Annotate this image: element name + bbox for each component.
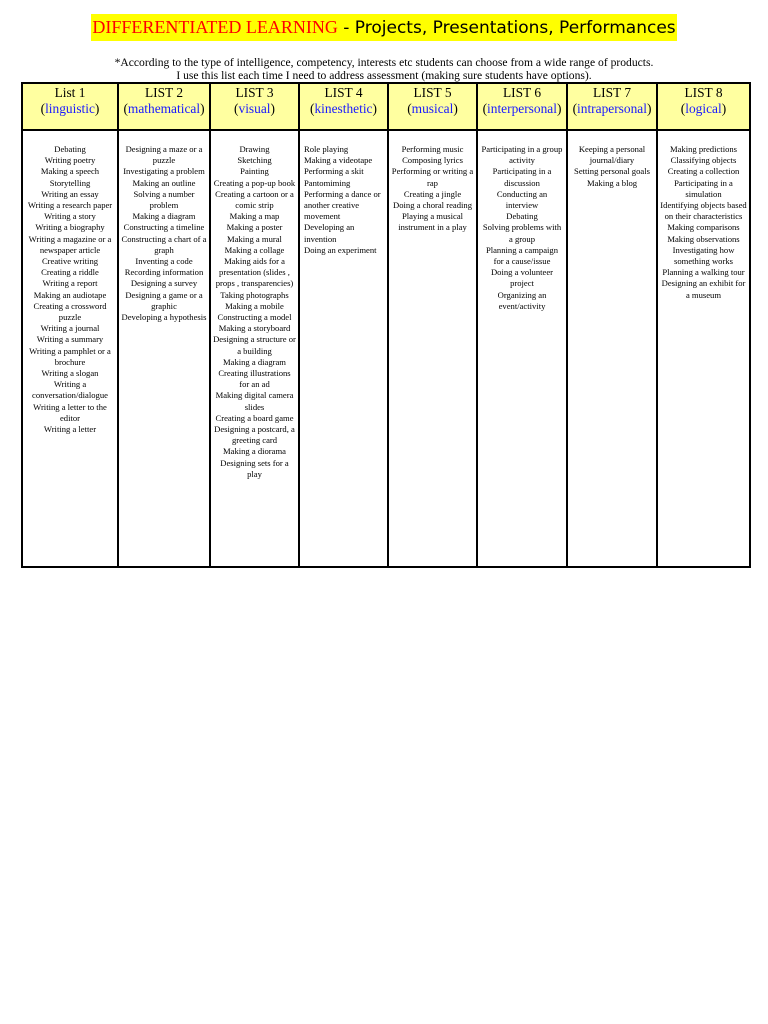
intelligence-label: (linguistic): [40, 101, 100, 116]
list-item: Developing an invention: [304, 222, 355, 244]
intelligence-label: (logical): [680, 101, 727, 116]
list-item: Designing a maze or a puzzle: [125, 144, 203, 166]
list-item: Keeping a personal journal/diary: [578, 144, 646, 166]
list-item: Performing music: [401, 144, 464, 154]
header-row: [22, 83, 750, 130]
intelligence-type: visual: [238, 101, 271, 116]
list-item: Solving problems with a group: [482, 222, 562, 244]
intelligence-type: mathematical: [127, 101, 201, 116]
intelligence-type: kinesthetic: [314, 101, 373, 116]
product-list-3: [210, 130, 299, 567]
column-name: LIST 3: [235, 85, 274, 100]
list-item: Making an outline: [132, 177, 196, 188]
list-item: Playing a musical instrument in a play: [398, 211, 467, 233]
list-item: Recording information: [124, 267, 204, 278]
column-header-1: [22, 83, 118, 130]
column-name: LIST 7: [592, 85, 632, 100]
list-item: Making a speech: [40, 166, 100, 177]
product-list-8: [657, 130, 750, 567]
list-item: Constructing a model: [217, 312, 292, 323]
list-item: Designing a game or a graphic: [125, 289, 203, 311]
column-header-5: [388, 83, 477, 130]
list-item: Making a diorama: [222, 446, 286, 457]
list-item: Making comparisons: [667, 222, 740, 233]
list-item: Debating: [506, 211, 538, 222]
column-name: List 1: [54, 85, 86, 100]
list-item: Writing a conversation/dialogue: [32, 379, 108, 401]
list-item: Debating: [54, 144, 86, 154]
list-item: Writing a biography: [35, 222, 105, 233]
list-item: Creating a riddle: [41, 267, 99, 278]
list-item: Performing or writing a rap: [391, 166, 474, 188]
list-item: Making predictions: [669, 144, 738, 154]
list-item: Making a mural: [227, 233, 282, 244]
list-item: Creating a pop-up book: [213, 177, 296, 188]
list-item: Constructing a chart of a graph: [121, 233, 207, 255]
column-header-3: [210, 83, 299, 130]
column-header-7: [567, 83, 657, 130]
list-item: Writing an essay: [41, 188, 99, 199]
list-item: Creating illustrations for an ad: [218, 368, 291, 390]
list-item: Participating in a simulation: [674, 177, 733, 199]
list-item: Identifying objects based on their characteristics: [660, 200, 747, 222]
list-item: Composing lyrics: [402, 155, 463, 166]
list-item: Making a videotape: [304, 155, 373, 166]
list-item: Creating a cartoon or a comic strip: [215, 188, 294, 211]
list-item: Organizing an event/activity: [497, 289, 547, 311]
list-item: Making a collage: [224, 244, 285, 255]
list-item: Participating in a discussion: [492, 166, 552, 188]
list-item: Writing a report: [42, 278, 98, 289]
list-item: Sketching: [237, 155, 272, 166]
intelligence-label: (visual): [234, 101, 275, 116]
list-item: Investigating a problem: [123, 166, 205, 177]
column-header-4: [299, 83, 388, 130]
product-list-4: [299, 130, 388, 567]
column-name: LIST 6: [502, 85, 542, 100]
list-item: Making a poster: [226, 222, 283, 233]
list-item: Writing a summary: [36, 334, 104, 345]
list-item: Setting personal goals: [574, 166, 650, 177]
list-item: Planning a campaign for a cause/issue: [485, 244, 559, 267]
column-name: LIST 8: [684, 85, 723, 100]
list-item: Participating in a group activity: [481, 144, 563, 166]
list-item: Designing a survey: [130, 278, 198, 289]
column-header-6: [477, 83, 567, 130]
column-name: LIST 5: [413, 85, 452, 100]
list-item: Pantomiming: [304, 177, 351, 188]
list-item: Making observations: [667, 233, 740, 244]
title-row: [0, 14, 768, 41]
intelligence-label: (intrapersonal): [572, 101, 652, 116]
list-item: Creating a jingle: [403, 188, 462, 199]
products-table: [21, 82, 751, 568]
items-row: [22, 130, 750, 567]
list-item: Solving a number problem: [133, 188, 195, 211]
list-item: Designing an exhibit for a museum: [661, 278, 746, 300]
list-item: Conducting an interview: [496, 188, 548, 211]
intelligence-label: (kinesthetic): [310, 101, 377, 116]
column-name: LIST 2: [144, 85, 184, 100]
product-list-1: [22, 130, 118, 567]
list-item: Creating a collection: [667, 166, 740, 177]
list-item: Making a diagram: [222, 356, 286, 367]
list-item: Making an audiotape: [33, 289, 107, 300]
list-item: Role playing: [304, 144, 349, 154]
page-subtitle: Projects, Presentations, Performances: [354, 18, 676, 38]
column-header-8: [657, 83, 750, 130]
list-item: Drawing: [239, 144, 270, 154]
list-item: Making aids for a presentation (slides , props , transparencies): [215, 256, 294, 289]
list-item: Making a mobile: [225, 300, 284, 311]
list-item: Performing a skit: [304, 166, 364, 177]
product-list-2: [118, 130, 210, 567]
list-item: Doing an experiment: [304, 244, 377, 255]
list-item: Creating a crossword puzzle: [33, 300, 107, 323]
list-item: Investigating how something works: [672, 244, 735, 267]
list-item: Performing a dance or another creative movement: [304, 188, 381, 222]
column-header-2: [118, 83, 210, 130]
intelligence-label: (musical): [407, 101, 458, 116]
list-item: Developing a hypothesis: [121, 312, 207, 323]
intelligence-type: musical: [411, 101, 454, 116]
list-item: Doing a volunteer project: [490, 267, 554, 289]
list-item: Doing a choral reading: [393, 200, 472, 211]
list-item: Making a blog: [586, 177, 638, 188]
intelligence-type: intrapersonal: [577, 101, 647, 116]
intro-line-2: I use this list each time I need to address assessment (making sure students have options).: [176, 69, 592, 82]
list-item: Designing a postcard, a greeting card: [214, 424, 295, 446]
list-item: Making a storyboard: [218, 323, 291, 334]
list-item: Planning a walking tour: [662, 267, 745, 278]
product-list-5: [388, 130, 477, 567]
list-item: Inventing a code: [135, 256, 193, 267]
list-item: Making a diagram: [132, 211, 196, 222]
intelligence-label: (interpersonal): [482, 101, 562, 116]
list-item: Writing a magazine or a newspaper article: [28, 233, 112, 255]
column-name: LIST 4: [324, 85, 363, 100]
list-item: Writing a journal: [40, 323, 100, 334]
list-item: Creative writing: [41, 256, 99, 267]
list-item: Writing a story: [44, 211, 96, 222]
intelligence-type: linguistic: [45, 101, 95, 116]
list-item: Storytelling: [49, 177, 91, 188]
product-list-7: [567, 130, 657, 567]
list-item: Writing a letter to the editor: [33, 401, 107, 423]
list-item: Painting: [240, 166, 269, 177]
list-item: Writing a slogan: [41, 368, 99, 379]
list-item: Writing a research paper: [27, 200, 113, 211]
list-item: Designing a structure or a building: [213, 334, 296, 356]
intelligence-label: (mathematical): [123, 101, 205, 116]
page-title: DIFFERENTIATED LEARNING: [92, 17, 338, 37]
list-item: Writing a pamphlet or a brochure: [29, 345, 111, 367]
list-item: Constructing a timeline: [123, 222, 205, 233]
list-item: Writing poetry: [44, 155, 96, 166]
list-item: Taking photographs: [220, 289, 289, 300]
list-item: Writing a letter: [43, 424, 97, 435]
list-item: Classifying objects: [670, 155, 737, 166]
list-item: Creating a board game: [215, 412, 294, 423]
product-list-6: [477, 130, 567, 567]
title-separator: -: [337, 18, 355, 38]
title-highlight: [91, 14, 676, 41]
intelligence-type: interpersonal: [487, 101, 557, 116]
list-item: Making a map: [229, 211, 280, 222]
intro-text: [0, 56, 768, 82]
list-item: Making digital camera slides: [215, 390, 294, 412]
list-item: Designing sets for a play: [220, 457, 289, 479]
intelligence-type: logical: [685, 101, 722, 116]
intro-line-1: *According to the type of intelligence, competency, interests etc students can choose from a wide range of products.: [114, 56, 654, 69]
